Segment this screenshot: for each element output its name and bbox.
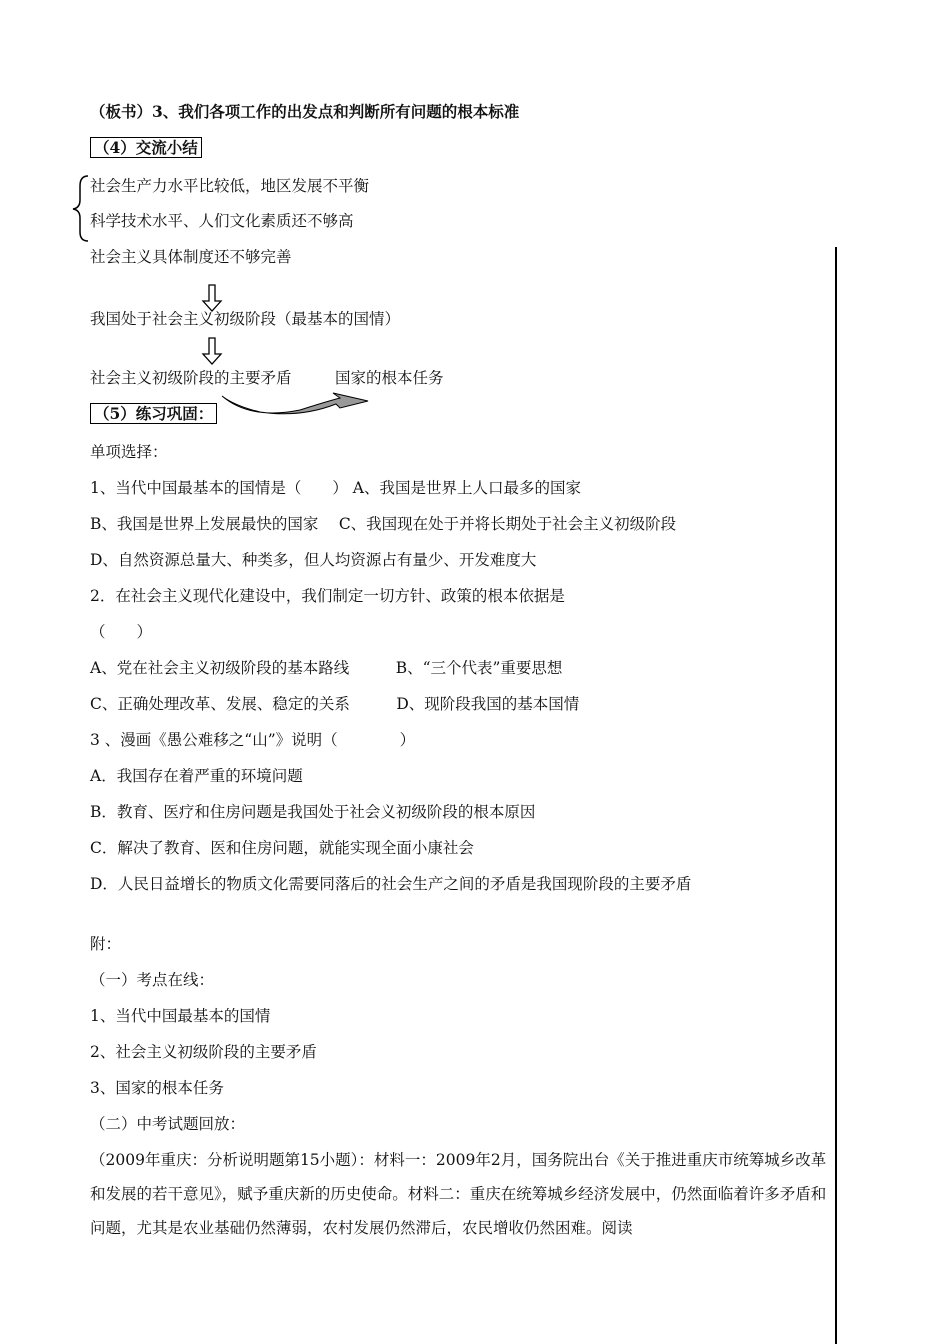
question-line: 3 、漫画《愚公难移之“山”》说明（ ）	[90, 731, 416, 749]
question-line: 2．在社会主义现代化建设中，我们制定一切方针、政策的根本依据是	[90, 587, 565, 605]
reason-1: 社会生产力水平比较低，地区发展不平衡	[90, 177, 370, 195]
curved-arrow-icon	[222, 393, 368, 414]
down-arrow-icon	[203, 338, 221, 364]
question-line: A、党在社会主义初级阶段的基本路线 B、“三个代表”重要思想	[90, 659, 563, 677]
question-line: C、正确处理改革、发展、稳定的关系 D、现阶段我国的基本国情	[90, 695, 580, 713]
question-line: A．我国存在着严重的环境问题	[90, 767, 303, 785]
question-line: B、我国是世界上发展最快的国家 C、我国现在处于并将长期处于社会主义初级阶段	[90, 515, 677, 533]
point-3: 3、国家的根本任务	[90, 1079, 224, 1097]
question-line: D、自然资源总量大、种类多，但人均资源占有量少、开发难度大	[90, 551, 537, 569]
practice-type: 单项选择：	[90, 443, 168, 461]
board-title: （板书）3、我们各项工作的出发点和判断所有问题的根本标准	[90, 102, 520, 121]
point-1: 1、当代中国最基本的国情	[90, 1007, 271, 1025]
appendix-section-2: （二）中考试题回放：	[90, 1115, 246, 1133]
question-line: （ ）	[90, 623, 153, 641]
summary-heading: （4）交流小结	[90, 137, 202, 158]
appendix-title: 附：	[90, 935, 122, 953]
brace-icon	[73, 176, 88, 241]
reason-2: 科学技术水平、人们文化素质还不够高	[90, 212, 354, 230]
practice-heading: （5）练习巩固：	[90, 403, 217, 424]
exam-paragraph: （2009年重庆：分析说明题第15小题）：材料一：2009年2月，国务院出台《关于推进重庆市统筹城乡改革和发展的若干意见》，赋予重庆新的历史使命。材料二：重庆在统筹城乡经济发展中，仍然面临着许多矛盾和问题，尤其是农业基础仍然薄弱，农村发展仍然滞后，农民增收仍然困难。阅读	[90, 1151, 827, 1237]
question-line: D．人民日益增长的物质文化需要同落后的社会生产之间的矛盾是我国现阶段的主要矛盾	[90, 875, 692, 893]
question-line: B．教育、医疗和住房问题是我国处于社会义初级阶段的根本原因	[90, 803, 536, 821]
task-text: 国家的根本任务	[335, 369, 444, 387]
question-line: 1、当代中国最基本的国情是（ ） A、我国是世界上人口最多的国家	[90, 479, 581, 497]
reason-3: 社会主义具体制度还不够完善	[90, 248, 292, 266]
down-arrow-icon	[203, 285, 221, 311]
stage-text: 我国处于社会主义初级阶段（最基本的国情）	[90, 310, 401, 328]
point-2: 2、社会主义初级阶段的主要矛盾	[90, 1043, 317, 1061]
appendix-section-1: （一）考点在线：	[90, 971, 215, 989]
contradiction-text: 社会主义初级阶段的主要矛盾	[90, 369, 292, 387]
question-line: C．解决了教育、医和住房问题，就能实现全面小康社会	[90, 839, 474, 857]
